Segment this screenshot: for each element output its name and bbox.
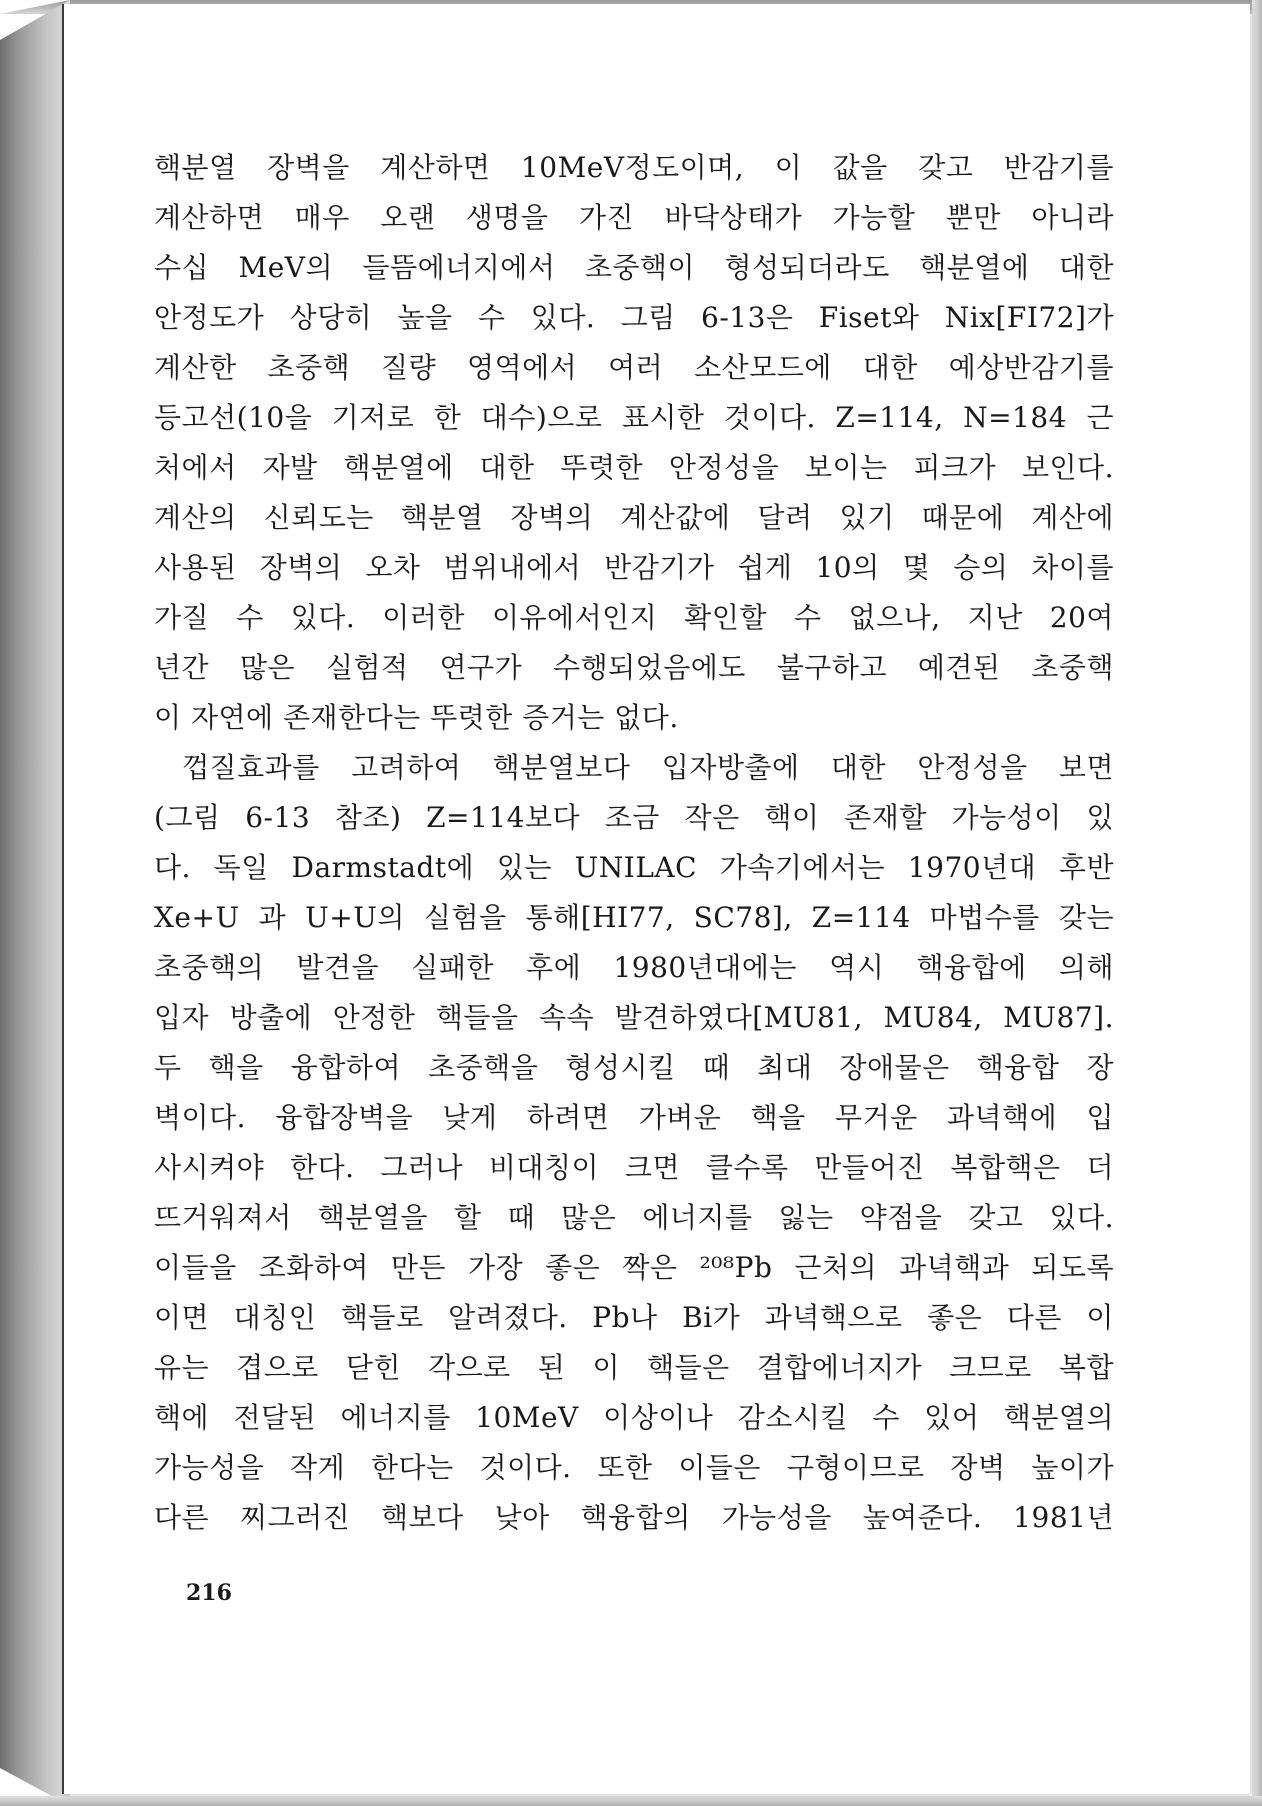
text-line: 다른 찌그러진 핵보다 낮아 핵융합의 가능성을 높여준다. 1981년 bbox=[154, 1501, 1114, 1534]
text-line: 사시켜야 한다. 그러나 비대칭이 크면 클수록 만들어진 복합핵은 더 bbox=[154, 1151, 1114, 1184]
body-text bbox=[154, 143, 1114, 1543]
book-spine-edge bbox=[0, 0, 70, 1806]
text-line: 껍질효과를 고려하여 핵분열보다 입자방출에 대한 안정성을 보면 bbox=[182, 751, 1114, 784]
text-line: 사용된 장벽의 오차 범위내에서 반감기가 쉽게 10의 몇 승의 차이를 bbox=[154, 551, 1114, 584]
text-line: 핵분열 장벽을 계산하면 10MeV정도이며, 이 값을 갖고 반감기를 bbox=[154, 151, 1114, 184]
text-line: 입자 방출에 안정한 핵들을 속속 발견하였다[MU81, MU84, MU87]. bbox=[154, 1001, 1114, 1034]
text-line: 가질 수 있다. 이러한 이유에서인지 확인할 수 없으나, 지난 20여 bbox=[154, 601, 1114, 634]
paragraph-2 bbox=[154, 743, 1114, 1543]
text-line: 처에서 자발 핵분열에 대한 뚜렷한 안정성을 보이는 피크가 보인다. bbox=[154, 451, 1114, 484]
text-line: (그림 6-13 참조) Z=114보다 조금 작은 핵이 존재할 가능성이 있 bbox=[154, 801, 1114, 834]
text-line: 등고선(10을 기저로 한 대수)으로 표시한 것이다. Z=114, N=184 근 bbox=[154, 401, 1114, 434]
text-line: 두 핵을 융합하여 초중핵을 형성시킬 때 최대 장애물은 핵융합 장 bbox=[154, 1051, 1114, 1084]
page-bottom-shadow bbox=[0, 1796, 1262, 1806]
text-line: Xe+U 과 U+U의 실험을 통해[HI77, SC78], Z=114 마법수를 갖는 bbox=[154, 901, 1114, 934]
text-line: 이 자연에 존재한다는 뚜렷한 증거는 없다. bbox=[154, 701, 679, 734]
text-line: 계산한 초중핵 질량 영역에서 여러 소산모드에 대한 예상반감기를 bbox=[154, 351, 1114, 384]
text-line: 벽이다. 융합장벽을 낮게 하려면 가벼운 핵을 무거운 과녁핵에 입 bbox=[154, 1101, 1114, 1134]
text-line: 가능성을 작게 한다는 것이다. 또한 이들은 구형이므로 장벽 높이가 bbox=[154, 1451, 1114, 1484]
text-line: 수십 MeV의 들뜸에너지에서 초중핵이 형성되더라도 핵분열에 대한 bbox=[154, 251, 1114, 284]
text-line: 이면 대칭인 핵들로 알려졌다. Pb나 Bi가 과녁핵으로 좋은 다른 이 bbox=[154, 1301, 1114, 1334]
text-line: 뜨거워져서 핵분열을 할 때 많은 에너지를 잃는 약점을 갖고 있다. bbox=[154, 1201, 1114, 1234]
text-line: 안정도가 상당히 높을 수 있다. 그림 6-13은 Fiset와 Nix[FI72]가 bbox=[154, 301, 1114, 334]
text-line: 년간 많은 실험적 연구가 수행되었음에도 불구하고 예견된 초중핵 bbox=[154, 651, 1114, 684]
text-line: 다. 독일 Darmstadt에 있는 UNILAC 가속기에서는 1970년대 후반 bbox=[154, 851, 1114, 884]
text-line: 계산의 신뢰도는 핵분열 장벽의 계산값에 달려 있기 때문에 계산에 bbox=[154, 501, 1114, 534]
page-number: 216 bbox=[186, 1580, 232, 1606]
page-right-shadow bbox=[1252, 0, 1262, 1806]
text-line: 초중핵의 발견을 실패한 후에 1980년대에는 역시 핵융합에 의해 bbox=[154, 951, 1114, 984]
text-line: 이들을 조화하여 만든 가장 좋은 짝은 ²⁰⁸Pb 근처의 과녁핵과 되도록 bbox=[154, 1251, 1114, 1284]
text-line: 계산하면 매우 오랜 생명을 가진 바닥상태가 가능할 뿐만 아니라 bbox=[154, 201, 1114, 234]
text-line: 유는 겹으로 닫힌 각으로 된 이 핵들은 결합에너지가 크므로 복합 bbox=[154, 1351, 1114, 1384]
text-line: 핵에 전달된 에너지를 10MeV 이상이나 감소시킬 수 있어 핵분열의 bbox=[154, 1401, 1114, 1434]
paragraph-1 bbox=[154, 143, 1114, 743]
